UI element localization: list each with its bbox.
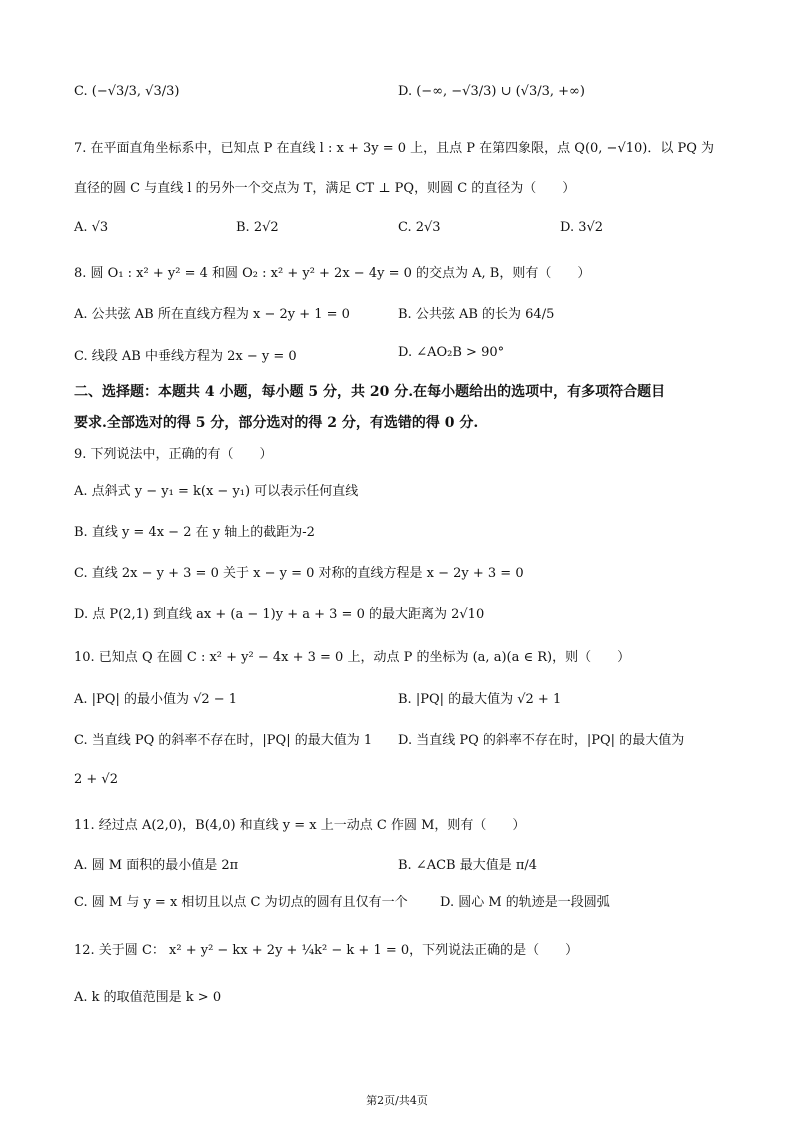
section2-heading-line2: 要求.全部选对的得 5 分，部分选对的得 2 分，有选错的得 0 分. (74, 415, 479, 431)
q10-option-b: B. |PQ| 的最大值为 √2 + 1 (398, 692, 562, 707)
q10-stem: 10. 已知点 Q 在圆 C : x² + y² − 4x + 3 = 0 上，动点 P 的坐标为 (a, a)(a ∈ R)，则（ ） (74, 650, 631, 665)
q8-option-c: C. 线段 AB 中垂线方程为 2x − y = 0 (74, 349, 297, 364)
q10-option-d: D. 当直线 PQ 的斜率不存在时，|PQ| 的最大值为 (398, 733, 685, 748)
q11-option-a: A. 圆 M 面积的最小值是 2π (74, 858, 239, 873)
q11-option-d: D. 圆心 M 的轨迹是一段圆弧 (440, 895, 610, 910)
q7-stem-line2: 直径的圆 C 与直线 l 的另外一个交点为 T，满足 CT ⊥ PQ，则圆 C 的直径为（ ） (74, 181, 576, 196)
q7-option-d: D. 3√2 (560, 220, 604, 235)
q9-option-d: D. 点 P(2,1) 到直线 ax + (a − 1)y + a + 3 = 0 的最大距离为 2√10 (74, 607, 485, 622)
q11-option-c: C. 圆 M 与 y = x 相切且以点 C 为切点的圆有且仅有一个 (74, 895, 408, 910)
q7-option-c: C. 2√3 (398, 220, 441, 235)
q8-option-d: D. ∠AO₂B > 90° (398, 345, 505, 360)
q8-option-a: A. 公共弦 AB 所在直线方程为 x − 2y + 1 = 0 (74, 307, 350, 322)
q8-option-b: B. 公共弦 AB 的长为 64/5 (398, 307, 555, 322)
q12-option-a: A. k 的取值范围是 k > 0 (74, 990, 222, 1005)
q9-option-a: A. 点斜式 y − y₁ = k(x − y₁) 可以表示任何直线 (74, 484, 359, 499)
q9-option-b: B. 直线 y = 4x − 2 在 y 轴上的截距为-2 (74, 525, 315, 540)
q10-option-c: C. 当直线 PQ 的斜率不存在时，|PQ| 的最大值为 1 (74, 733, 373, 748)
q7-stem-line1: 7. 在平面直角坐标系中，已知点 P 在直线 l : x + 3y = 0 上，且点 P 在第四象限，点 Q(0, −√10)．以 PQ 为 (74, 141, 715, 156)
q7-option-b: B. 2√2 (236, 220, 279, 235)
q8-stem: 8. 圆 O₁ : x² + y² = 4 和圆 O₂ : x² + y² + 2x − 4y = 0 的交点为 A, B，则有（ ） (74, 266, 591, 281)
section2-heading-line1: 二、选择题：本题共 4 小题，每小题 5 分，共 20 分.在每小题给出的选项中，有多项符合题目 (74, 384, 666, 400)
q9-option-c: C. 直线 2x − y + 3 = 0 关于 x − y = 0 对称的直线方程是 x − 2y + 3 = 0 (74, 566, 524, 581)
q10-option-a: A. |PQ| 的最小值为 √2 − 1 (74, 692, 238, 707)
q11-option-b: B. ∠ACB 最大值是 π/4 (398, 858, 538, 873)
q6-option-c: C. (−√3/3, √3/3) (74, 84, 180, 99)
page-number-footer: 第2页/共4页 (366, 1094, 428, 1107)
q6-option-d: D. (−∞, −√3/3) ∪ (√3/3, +∞) (398, 84, 585, 99)
q11-stem: 11. 经过点 A(2,0)，B(4,0) 和直线 y = x 上一动点 C 作圆 M，则有（ ） (74, 818, 526, 833)
q10-option-d-continued: 2 + √2 (74, 772, 118, 787)
q12-stem: 12. 关于圆 C： x² + y² − kx + 2y + ¼k² − k + 1 = 0，下列说法正确的是（ ） (74, 943, 579, 958)
q9-stem: 9. 下列说法中，正确的有（ ） (74, 447, 273, 462)
q7-option-a: A. √3 (74, 220, 109, 235)
